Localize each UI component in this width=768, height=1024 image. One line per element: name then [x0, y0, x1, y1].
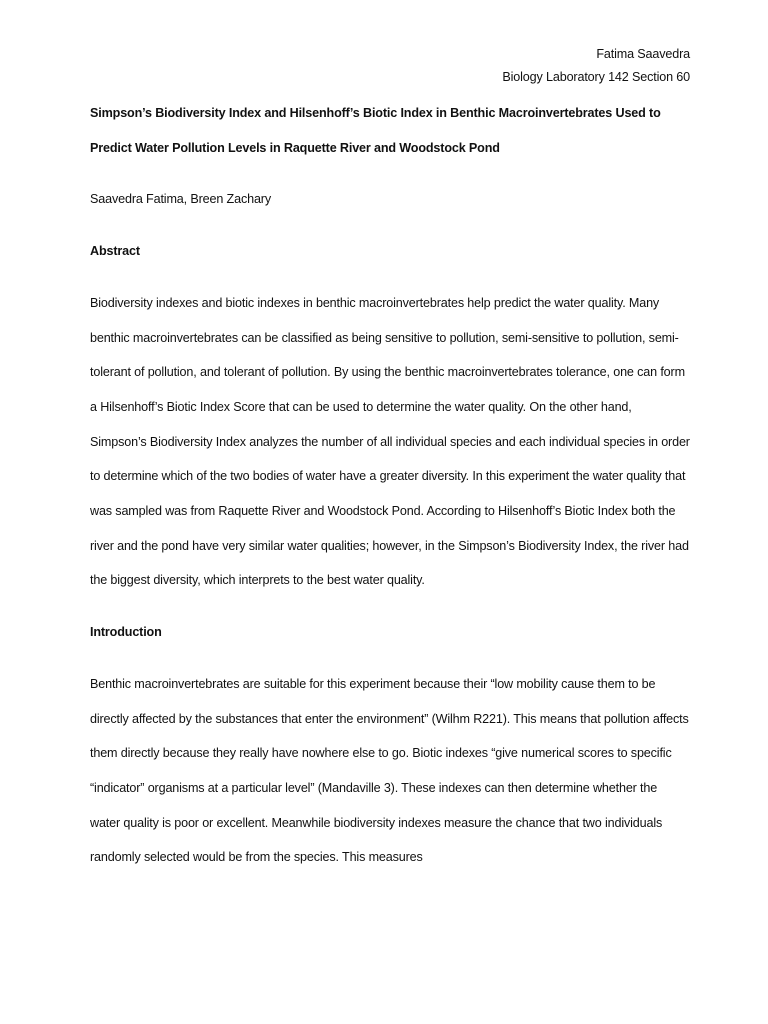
introduction-text: Benthic macroinvertebrates are suitable for this experiment because their “low mobility cause them to be directly affected by the substances that enter the environment” (Wilhm R221). This means that pollution affects them directly because they really have nowhere else to go. Biotic indexes “give numerical scores to specific “indicator” organisms at a particular level” (Mandaville 3). These indexes can then determine whether the water quality is poor or excellent. Meanwhile biodiversity indexes measure the chance that two individuals randomly selected would be from the species. This measures — [90, 676, 689, 865]
header-course: Biology Laboratory 142 Section 60 — [502, 70, 690, 84]
abstract-text: Biodiversity indexes and biotic indexes in benthic macroinvertebrates help predict the water quality. Many benthic macroinvertebrates can be classified as being sensitive to pollution, semi-sensitive to pollution, semi-tolerant of pollution, and tolerant of pollution. By using the benthic macroinvertebrates tolerance, one can form a Hilsenhoff’s Biotic Index Score that can be used to determine the water quality. On the other hand, Simpson’s Biodiversity Index analyzes the number of all individual species and each individual species in order to determine which of the two bodies of water have a greater diversity. In this experiment the water quality that was sampled was from Raquette River and Woodstock Pond. According to Hilsenhoff’s Biotic Index both the river and the pond have very similar water qualities; however, in the Simpson’s Biodiversity Index, the river had the biggest diversity, which interprets to the best water quality. — [90, 295, 690, 588]
page-header — [502, 43, 690, 89]
document-body — [90, 96, 690, 875]
abstract-heading: Abstract — [90, 244, 140, 259]
introduction-heading: Introduction — [90, 625, 162, 640]
paper-title: Simpson’s Biodiversity Index and Hilsenhoff’s Biotic Index in Benthic Macroinvertebrates Used to Predict Water Pollution Levels in Raquette River and Woodstock Pond — [90, 106, 661, 155]
header-author: Fatima Saavedra — [596, 47, 690, 61]
paper-authors: Saavedra Fatima, Breen Zachary — [90, 192, 271, 207]
